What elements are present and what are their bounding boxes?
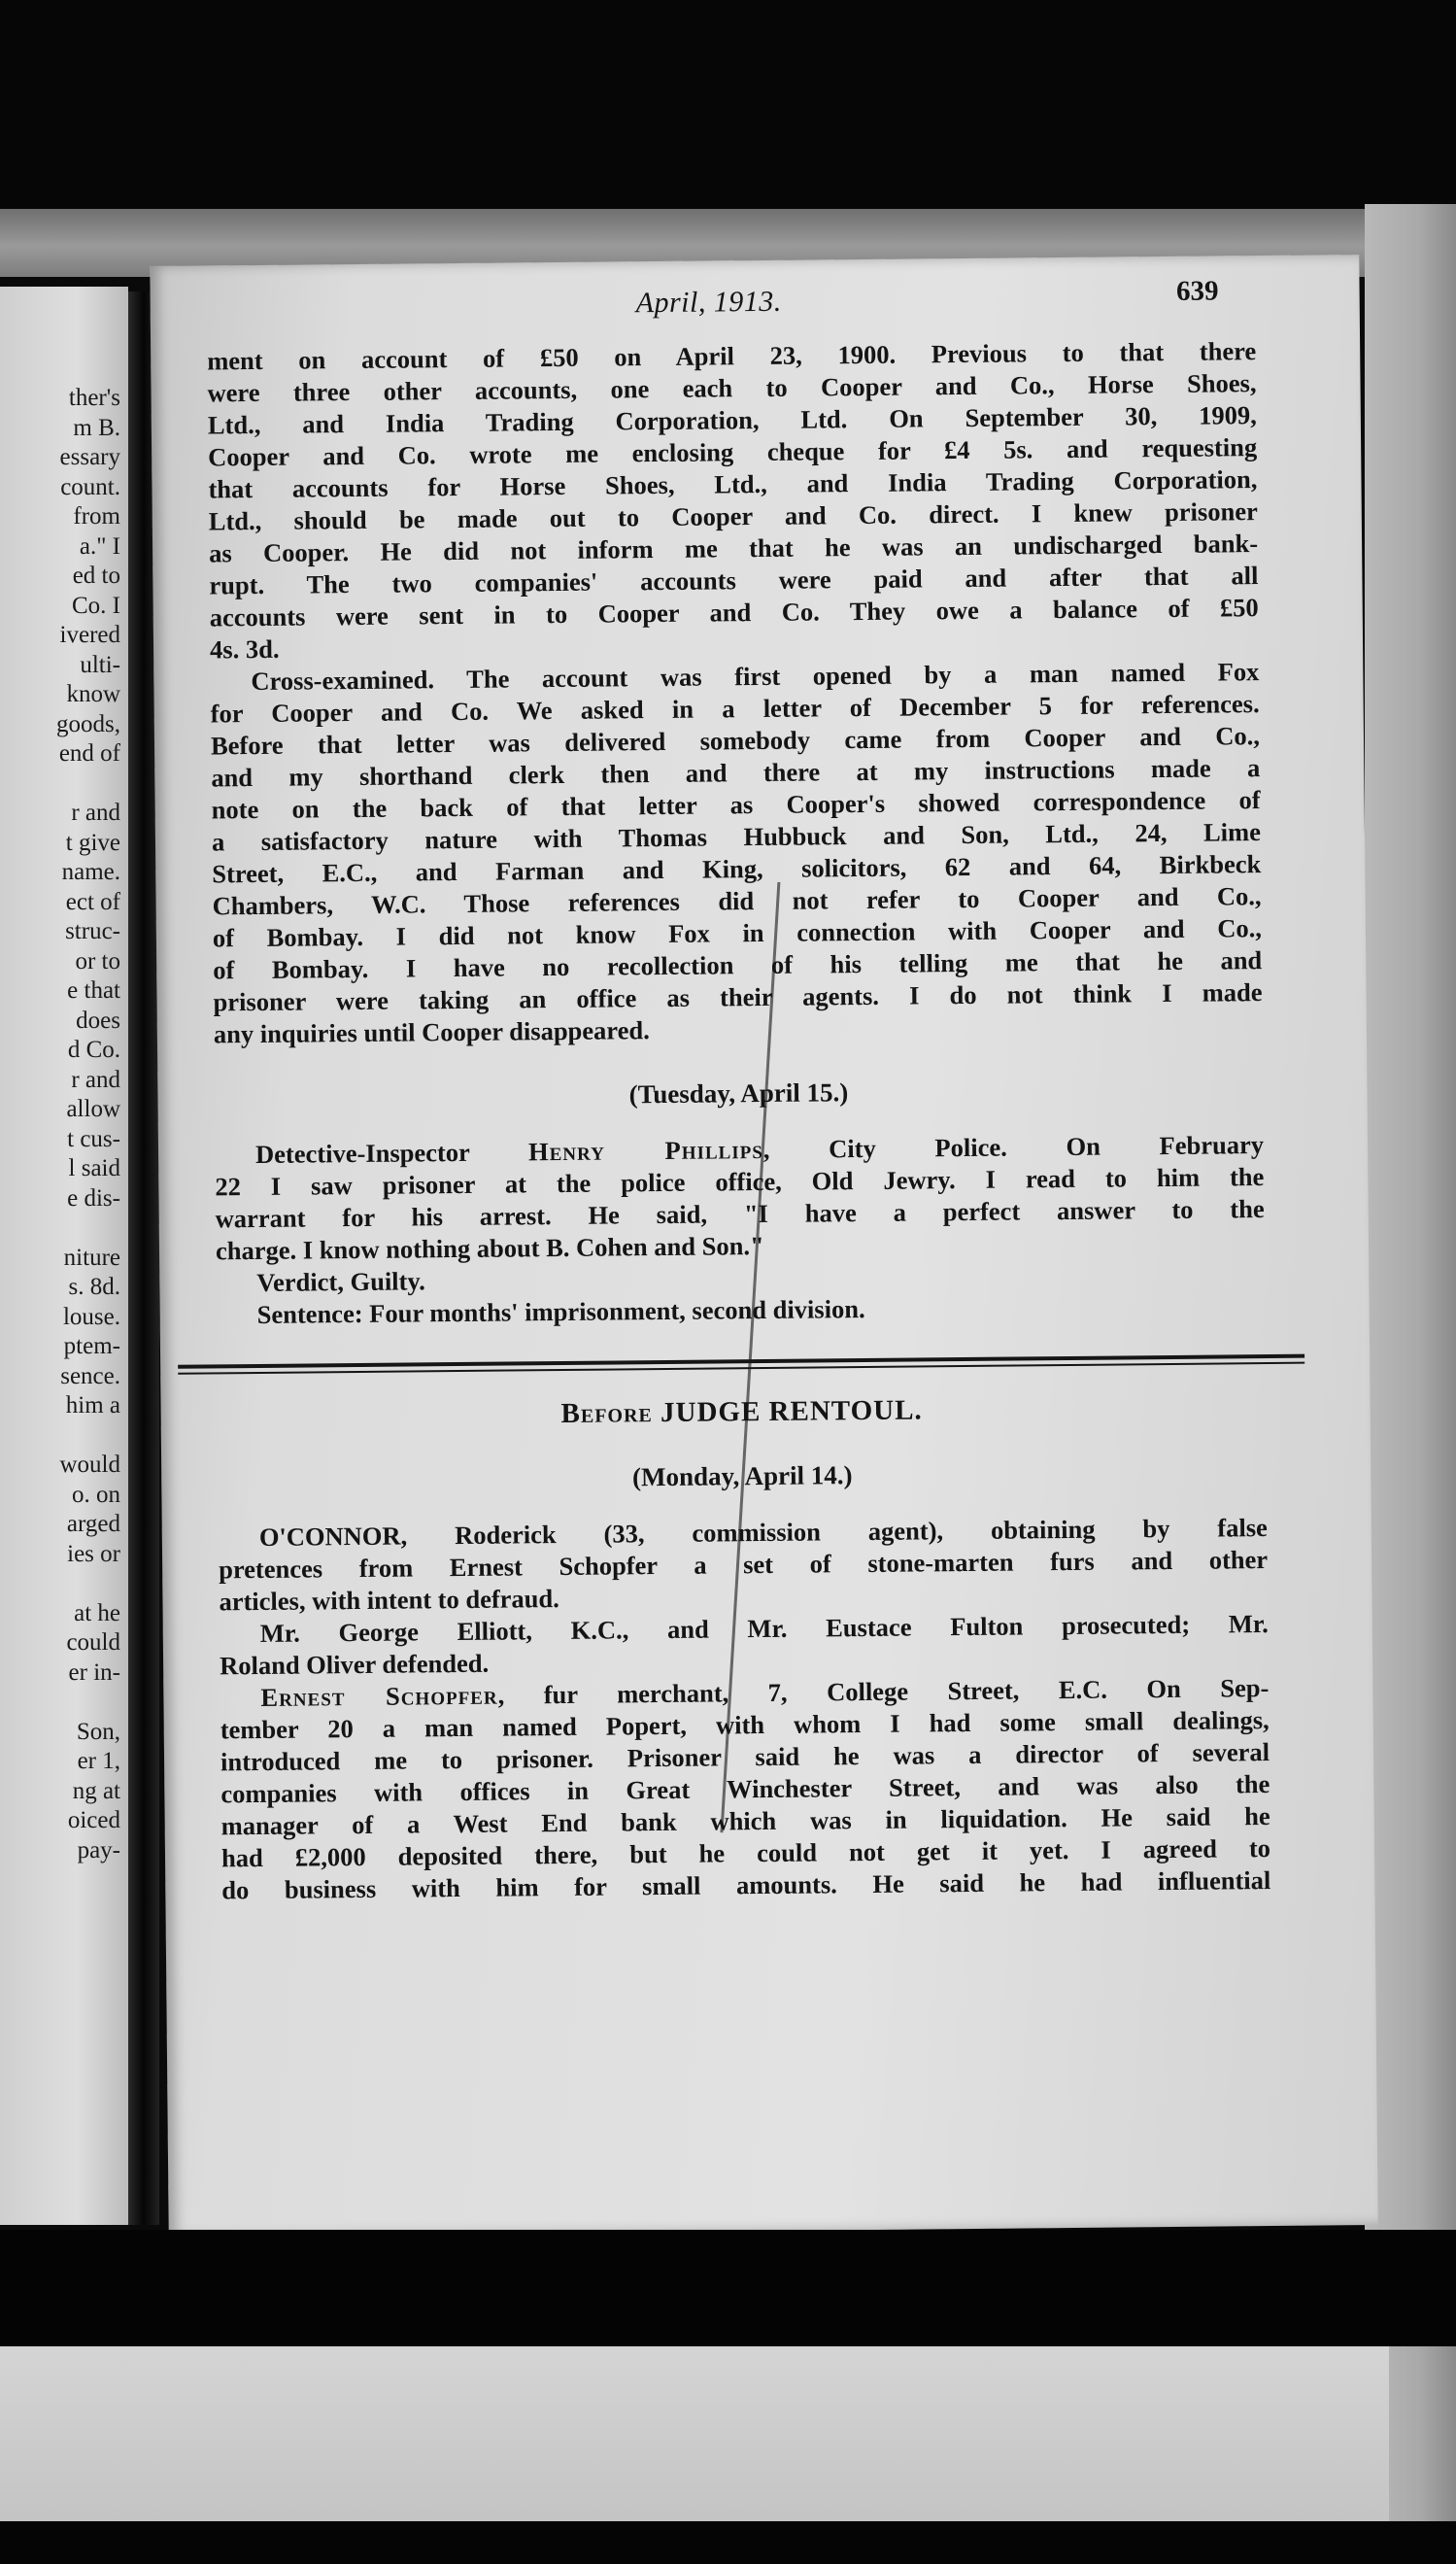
text-run: , City Police. On February [762,1130,1265,1165]
text-line: Mr. George Elliott, K.C., and Mr. Eustace Fulton prosecuted; Mr. [259,1609,1269,1648]
text-line: as Cooper. He did not inform me that he was an undischarged bank- [208,529,1259,568]
paragraph-case-summary [219,1512,1269,1618]
date-heading: (Tuesday, April 15.) [628,1077,849,1110]
running-head-title: April, 1913. [635,285,783,320]
left-page-fragment: or to [75,947,120,974]
text-line: accounts were sent in to Cooper and Co. They owe a balance of £50 [209,593,1259,632]
text-line: had £2,000 deposited there, but he could not get it yet. I agreed to [220,1833,1271,1873]
judge-heading [218,1391,1267,1433]
left-facing-page [0,287,128,2225]
section-rule [178,1354,1304,1375]
text-line: introduced me to prisoner. Prisoner said he was a director of several [220,1737,1270,1777]
witness-name: Henry Phillips [527,1135,763,1167]
left-page-fragment: struc- [65,918,120,944]
left-page-fragment: r and [71,1066,120,1093]
left-page-fragment: end of [58,740,120,767]
left-page-fragment [56,1214,120,1244]
text-line: note on the back of that letter as Cooper's showed correspondence of [211,785,1261,825]
left-page-fragment: er in- [68,1658,120,1686]
left-page-fragment: Co. I [72,592,120,619]
verdict-line: Verdict, Guilty. [256,1266,425,1298]
text-line: 4s. 3d. [209,633,280,665]
left-page-fragment: him a [65,1392,120,1419]
text-line: do business with him for small amounts. He said he had influential [221,1865,1271,1905]
witness-name: Ernest Schopfer [260,1680,498,1712]
left-page-fragment: ptem- [63,1333,120,1359]
left-page-fragment: Son, [76,1718,120,1745]
bottom-film-edge [0,2521,1456,2564]
text-line: Cooper and Co. wrote me enclosing cheque for £4 5s. and requesting [208,432,1258,472]
left-page-fragment: essary [59,444,120,470]
text-line: Chambers, W.C. Those references did not refer to Cooper and Co., [212,881,1262,921]
left-page-fragment: t give [65,829,120,856]
left-page-fragment: o. on [72,1481,120,1508]
left-page-fragment [56,1421,120,1452]
text-line: Roland Oliver defended. [219,1648,490,1681]
left-page-fragment: l said [68,1155,120,1181]
text-line: pretences from Ernest Schopfer a set of stone-marten furs and other [219,1545,1269,1585]
text-line: were three other accounts, one each to Cooper and Co., Horse Shoes, [207,368,1257,408]
left-page-fragment: pay- [77,1836,120,1863]
text-line: and my shorthand clerk then and there at my instructions made a [211,753,1261,793]
left-page-fragment: sence. [60,1362,120,1389]
right-page-edge [1365,204,1456,2564]
left-page-fragment: louse. [62,1303,120,1330]
right-page [150,255,1377,2237]
left-page-fragment: ies or [67,1540,120,1567]
date-heading: (Monday, April 14.) [631,1460,853,1492]
left-page-fragment: er 1, [77,1748,120,1774]
left-page-fragment [56,1688,120,1718]
paragraph-counsel [220,1608,1270,1682]
left-page-fragment: ed to [72,563,120,589]
text-line: prisoner were taking an office as their agents. I do not think I made [213,977,1263,1017]
text-line: Ltd., and India Trading Corporation, Ltd. On September 30, 1909, [207,400,1257,440]
left-page-fragment: ng at [72,1777,120,1804]
text-run: Detective-Inspector [254,1137,529,1170]
text-line: warrant for his arrest. He said, "I have a perfect answer to the [215,1194,1265,1234]
text-line: 22 I saw prisoner at the police office, Old Jewry. I read to him the [215,1162,1265,1202]
text-line: of Bombay. I did not know Fox in connection with Cooper and Co., [212,913,1263,953]
paragraph-cross-examined [210,656,1263,1050]
text-line: rupt. The two companies' accounts were paid and after that all [209,561,1259,600]
left-page-fragment: ivered [59,622,120,648]
left-page-fragment: from [73,503,120,530]
text-line: of Bombay. I have no recollection of his telling me that he and [213,945,1263,985]
text-line: tember 20 a man named Popert, with whom I had some small dealings, [220,1705,1270,1745]
left-page-fragments [56,384,120,1865]
left-page-fragment: arged [66,1511,120,1537]
text-line: manager of a West End bank which was in liquidation. He said he [220,1801,1270,1841]
top-dark-band [0,0,1456,209]
paragraph-schopfer-evidence [220,1672,1270,1906]
page-number: 639 [1175,275,1219,307]
left-page-fragment: a." I [79,532,120,560]
left-page-fragment [56,1569,120,1599]
left-page-fragment: would [59,1452,120,1478]
left-page-fragment: ect of [65,888,120,915]
text-line: Before that letter was delivered somebody came from Cooper and Co., [210,721,1261,761]
left-page-fragment: at he [74,1599,120,1626]
left-page-fragment: d Co. [67,1037,120,1063]
left-page-fragment: does [76,1007,120,1034]
text-line: any inquiries until Cooper disappeared. [213,1015,650,1049]
judge-before: Before [560,1397,653,1430]
page-body [207,335,1270,1906]
text-line: O'CONNOR, Roderick (33, commission agent), obtaining by false [258,1513,1268,1553]
paragraph-account-history [207,335,1259,666]
text-line: a satisfactory nature with Thomas Hubbuck and Son, Ltd., 24, Lime [211,817,1262,857]
text-line: that accounts for Horse Shoes, Ltd., and India Trading Corporation, [208,464,1258,504]
left-page-fragment: could [66,1629,120,1656]
sentence-line: Sentence: Four months' imprisonment, second division. [256,1294,865,1330]
judge-name: JUDGE RENTOUL. [660,1394,923,1429]
text-line: articles, with intent to defraud. [219,1584,559,1617]
left-page-fragment: ulti- [80,651,120,678]
text-line: charge. I know nothing about B. Cohen and Son." [215,1230,764,1266]
left-page-fragment [56,769,120,800]
text-line: ment on account of £50 on April 23, 1900. Previous to that there [207,336,1257,376]
text-line: companies with offices in Great Winchester Street, and was also the [220,1769,1270,1809]
left-page-fragment: t cus- [67,1125,120,1152]
running-head [151,275,1360,330]
left-page-fragment: allow [66,1096,120,1122]
left-page-fragment: s. 8d. [68,1274,120,1300]
text-line: Cross-examined. The account was first opened by a man named Fox [251,657,1260,697]
left-page-fragment: name. [61,859,120,885]
left-page-fragment: count. [60,473,120,500]
left-page-fragment: niture [63,1244,120,1271]
text-run: , fur merchant, 7, College Street, E.C. On Sep- [497,1673,1270,1710]
text-line: for Cooper and Co. We asked in a letter of December 5 for references. [210,689,1260,729]
paragraph-detective-evidence [215,1129,1266,1331]
text-line: Ltd., should be made out to Cooper and Co. direct. I knew prisoner [208,496,1258,536]
left-page-fragment: e that [67,977,120,1004]
left-page-fragment: e dis- [67,1184,120,1212]
left-page-fragment: goods, [56,710,120,737]
text-line: Street, E.C., and Farman and King, solicitors, 62 and 64, Birkbeck [212,849,1262,889]
left-page-fragment: r and [71,800,120,826]
left-page-fragment: m B. [73,414,120,441]
left-page-fragment: oiced [67,1807,120,1833]
left-page-fragment: ther's [68,385,120,411]
left-page-fragment: know [66,681,120,707]
bottom-dark-band [0,2230,1456,2346]
bottom-page-edge [0,2346,1389,2521]
